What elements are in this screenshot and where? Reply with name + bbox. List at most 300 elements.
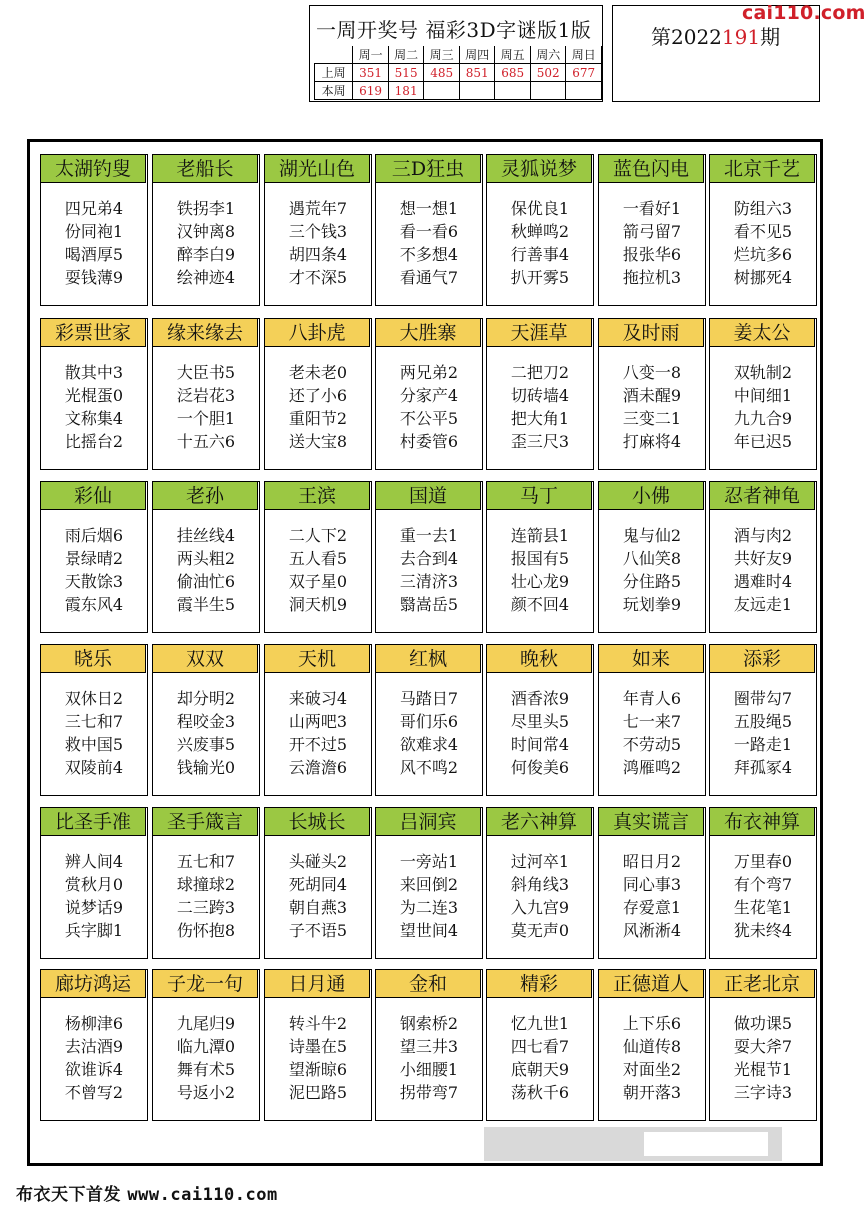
day-header: 周六 [530, 46, 566, 64]
riddle-card [486, 318, 594, 470]
riddle-card [486, 807, 594, 959]
card-title: 太湖钓叟 [41, 155, 146, 183]
riddle-card [40, 154, 148, 306]
clue-line: 泥巴路5 [288, 1083, 348, 1102]
clue-line: 分住路5 [622, 572, 682, 591]
card-clues [376, 361, 482, 453]
footer-credit [16, 1180, 278, 1205]
riddle-card [40, 807, 148, 959]
clue-line: 看通气7 [399, 268, 459, 287]
clue-line: 玩划拳9 [622, 595, 682, 614]
clue-line: 树挪死4 [733, 268, 793, 287]
card-clues [153, 1012, 259, 1104]
clue-line: 才不深5 [288, 268, 348, 287]
card-clues [265, 524, 371, 616]
card-title: 正德道人 [599, 970, 704, 998]
clue-line: 想一想1 [399, 199, 459, 218]
card-clues [265, 850, 371, 942]
riddle-card [375, 481, 483, 633]
clue-line: 拜孤冢4 [733, 758, 793, 777]
card-title: 子龙一句 [153, 970, 258, 998]
card-clues [41, 361, 147, 453]
day-header: 周一 [353, 46, 389, 64]
clue-line: 同心事3 [622, 875, 682, 894]
clue-line: 圈带勾7 [733, 689, 793, 708]
clue-line: 望渐晾6 [288, 1060, 348, 1079]
clue-line: 说梦话9 [64, 898, 124, 917]
clue-line: 望三井3 [399, 1037, 459, 1056]
clue-line: 酒香浓9 [510, 689, 570, 708]
clue-line: 舞有术5 [176, 1060, 236, 1079]
clue-line: 一个胆1 [176, 409, 236, 428]
day-header: 周三 [424, 46, 460, 64]
clue-line: 赏秋月0 [64, 875, 124, 894]
card-clues [599, 687, 705, 779]
clue-line: 二把刀2 [510, 363, 570, 382]
clue-line: 转斗牛2 [288, 1014, 348, 1033]
riddle-card [375, 807, 483, 959]
clue-line: 伤怀抱8 [176, 921, 236, 940]
clue-line: 风不鸣2 [399, 758, 459, 777]
clue-line: 双轨制2 [733, 363, 793, 382]
clue-line: 一路走1 [733, 735, 793, 754]
clue-line: 不公平5 [399, 409, 459, 428]
clue-line: 欲难求4 [399, 735, 459, 754]
riddle-card [486, 969, 594, 1121]
clue-line: 四七看7 [510, 1037, 570, 1056]
clue-line: 挂丝线4 [176, 526, 236, 545]
riddle-card [709, 318, 817, 470]
clue-line: 忆九世1 [510, 1014, 570, 1033]
clue-line: 三个钱3 [288, 222, 348, 241]
card-clues [487, 524, 593, 616]
clue-line: 壮心龙9 [510, 572, 570, 591]
clue-line: 年已迟5 [733, 432, 793, 451]
clue-line: 双休日2 [64, 689, 124, 708]
clue-line: 颜不回4 [510, 595, 570, 614]
card-title: 老船长 [153, 155, 258, 183]
clue-line: 鬼与仙2 [622, 526, 682, 545]
card-title: 八卦虎 [265, 319, 370, 347]
footer-text: 布衣天下首发 [16, 1185, 121, 1205]
clue-line: 来破习4 [288, 689, 348, 708]
clue-line: 八仙笑8 [622, 549, 682, 568]
clue-line: 雨后烟6 [64, 526, 124, 545]
draw-number: 619 [353, 82, 389, 100]
clue-line: 钱输光0 [176, 758, 236, 777]
clue-line: 酒与肉2 [733, 526, 793, 545]
clue-line: 村委管6 [399, 432, 459, 451]
clue-line: 过河卒1 [510, 852, 570, 871]
clue-line: 仙道传8 [622, 1037, 682, 1056]
clue-line: 看不见5 [733, 222, 793, 241]
clue-line: 号返小2 [176, 1083, 236, 1102]
riddle-card [375, 154, 483, 306]
card-title: 天机 [265, 645, 370, 673]
riddle-card [152, 969, 260, 1121]
card-clues [153, 850, 259, 942]
clue-line: 鸿雁鸣2 [622, 758, 682, 777]
day-header: 周四 [459, 46, 495, 64]
clue-line: 霞东风4 [64, 595, 124, 614]
card-title: 三D狂虫 [376, 155, 481, 183]
riddle-grid [27, 139, 823, 1166]
card-title: 添彩 [710, 645, 815, 673]
clue-line: 偷油忙6 [176, 572, 236, 591]
card-title: 北京千艺 [710, 155, 815, 183]
clue-line: 把大角1 [510, 409, 570, 428]
clue-line: 天散馀3 [64, 572, 124, 591]
clue-line: 绘神迹4 [176, 268, 236, 287]
clue-line: 洞天机9 [288, 595, 348, 614]
card-title: 彩仙 [41, 482, 146, 510]
card-title: 缘来缘去 [153, 319, 258, 347]
card-title: 王滨 [265, 482, 370, 510]
clue-line: 耍大斧7 [733, 1037, 793, 1056]
card-clues [710, 850, 816, 942]
clue-line: 胡四条4 [288, 245, 348, 264]
clue-line: 三七和7 [64, 712, 124, 731]
clue-line: 耍钱薄9 [64, 268, 124, 287]
clue-line: 去沽酒9 [64, 1037, 124, 1056]
clue-line: 生花笔1 [733, 898, 793, 917]
weekly-draw-table [314, 46, 602, 100]
clue-line: 欲谁诉4 [64, 1060, 124, 1079]
clue-line: 对面坐2 [622, 1060, 682, 1079]
riddle-card [375, 969, 483, 1121]
clue-line: 上下乐6 [622, 1014, 682, 1033]
clue-line: 死胡同4 [288, 875, 348, 894]
clue-line: 酒未醒9 [622, 386, 682, 405]
card-title: 忍者神龟 [710, 482, 815, 510]
riddle-card [264, 481, 372, 633]
clue-line: 双陵前4 [64, 758, 124, 777]
clue-line: 重阳节2 [288, 409, 348, 428]
card-clues [376, 524, 482, 616]
riddle-card [709, 481, 817, 633]
clue-line: 做功课5 [733, 1014, 793, 1033]
clue-line: 老未老0 [288, 363, 348, 382]
clue-line: 万里春0 [733, 852, 793, 871]
row-label-this-week: 本周 [315, 82, 353, 100]
clue-line: 入九宫9 [510, 898, 570, 917]
day-header: 周五 [495, 46, 531, 64]
clue-line: 扒开雾5 [510, 268, 570, 287]
draw-number [424, 82, 460, 100]
card-clues [41, 850, 147, 942]
clue-line: 烂坑多6 [733, 245, 793, 264]
clue-line: 双子星0 [288, 572, 348, 591]
riddle-card [709, 969, 817, 1121]
clue-line: 朝开落3 [622, 1083, 682, 1102]
card-clues [153, 197, 259, 289]
clue-line: 球撞球2 [176, 875, 236, 894]
clue-line: 喝酒厚5 [64, 245, 124, 264]
card-title: 及时雨 [599, 319, 704, 347]
riddle-card [40, 318, 148, 470]
clue-line: 歪三尺3 [510, 432, 570, 451]
clue-line: 斜角线3 [510, 875, 570, 894]
card-clues [41, 1012, 147, 1104]
clue-line: 不劳动5 [622, 735, 682, 754]
clue-line: 十五六6 [176, 432, 236, 451]
issue-number: 191 [721, 25, 761, 49]
weekly-draw-title: 一周开奖号 福彩3D字谜版1版 [316, 18, 592, 42]
clue-line: 醉李白9 [176, 245, 236, 264]
riddle-card [486, 481, 594, 633]
card-clues [710, 687, 816, 779]
clue-line: 朝自燕3 [288, 898, 348, 917]
card-clues [599, 1012, 705, 1104]
clue-line: 报国有5 [510, 549, 570, 568]
clue-line: 行善事4 [510, 245, 570, 264]
clue-line: 连箭县1 [510, 526, 570, 545]
clue-line: 还了小6 [288, 386, 348, 405]
draw-number [566, 82, 602, 100]
draw-number: 851 [459, 64, 495, 82]
card-clues [376, 687, 482, 779]
card-title: 布衣神算 [710, 808, 815, 836]
riddle-card [598, 318, 706, 470]
clue-line: 五七和7 [176, 852, 236, 871]
clue-line: 尽里头5 [510, 712, 570, 731]
card-clues [153, 687, 259, 779]
card-title: 圣手箴言 [153, 808, 258, 836]
draw-number: 515 [388, 64, 424, 82]
card-title: 小佛 [599, 482, 704, 510]
card-clues [41, 687, 147, 779]
card-clues [599, 197, 705, 289]
clue-line: 底朝天9 [510, 1060, 570, 1079]
riddle-card [709, 644, 817, 796]
site-logo[interactable]: cai110.com [742, 2, 866, 24]
card-title: 吕洞宾 [376, 808, 481, 836]
day-header: 周二 [388, 46, 424, 64]
clue-line: 哥们乐6 [399, 712, 459, 731]
clue-line: 三变二1 [622, 409, 682, 428]
card-title: 老六神算 [487, 808, 592, 836]
card-title: 姜太公 [710, 319, 815, 347]
card-title: 双双 [153, 645, 258, 673]
draw-number: 677 [566, 64, 602, 82]
card-clues [710, 1012, 816, 1104]
draw-number: 485 [424, 64, 460, 82]
clue-line: 杨柳津6 [64, 1014, 124, 1033]
clue-line: 景绿晴2 [64, 549, 124, 568]
clue-line: 二三跨3 [176, 898, 236, 917]
clue-line: 光棍节1 [733, 1060, 793, 1079]
clue-line: 遇荒年7 [288, 199, 348, 218]
footer-strip [484, 1127, 782, 1161]
card-clues [599, 524, 705, 616]
draw-number: 685 [495, 64, 531, 82]
clue-line: 份同袍1 [64, 222, 124, 241]
clue-line: 程咬金3 [176, 712, 236, 731]
issue-label: 第2022191期 [651, 25, 781, 49]
riddle-card [264, 969, 372, 1121]
clue-line: 三字诗3 [733, 1083, 793, 1102]
clue-line: 三清济3 [399, 572, 459, 591]
clue-line: 共好友9 [733, 549, 793, 568]
riddle-card [264, 644, 372, 796]
riddle-card [598, 154, 706, 306]
riddle-card [375, 318, 483, 470]
clue-line: 小细腰1 [399, 1060, 459, 1079]
clue-line: 头碰头2 [288, 852, 348, 871]
clue-line: 去合到4 [399, 549, 459, 568]
card-clues [265, 197, 371, 289]
card-title: 晚秋 [487, 645, 592, 673]
riddle-card [264, 807, 372, 959]
riddle-card [152, 318, 260, 470]
card-title: 老孙 [153, 482, 258, 510]
card-title: 金和 [376, 970, 481, 998]
card-title: 湖光山色 [265, 155, 370, 183]
clue-line: 铁拐李1 [176, 199, 236, 218]
day-header: 周日 [566, 46, 602, 64]
clue-line: 子不语5 [288, 921, 348, 940]
clue-line: 昭日月2 [622, 852, 682, 871]
card-clues [153, 361, 259, 453]
draw-number [495, 82, 531, 100]
riddle-card [152, 481, 260, 633]
clue-line: 霞半生5 [176, 595, 236, 614]
clue-line: 送大宝8 [288, 432, 348, 451]
card-clues [487, 361, 593, 453]
card-clues [599, 361, 705, 453]
clue-line: 散其中3 [64, 363, 124, 382]
clue-line: 钢索桥2 [399, 1014, 459, 1033]
card-title: 正老北京 [710, 970, 815, 998]
card-clues [710, 524, 816, 616]
riddle-card [709, 154, 817, 306]
card-title: 廊坊鸿运 [41, 970, 146, 998]
clue-line: 不多想4 [399, 245, 459, 264]
clue-line: 中间细1 [733, 386, 793, 405]
card-title: 彩票世家 [41, 319, 146, 347]
card-title: 比圣手准 [41, 808, 146, 836]
clue-line: 文称集4 [64, 409, 124, 428]
clue-line: 山两吧3 [288, 712, 348, 731]
clue-line: 兵字脚1 [64, 921, 124, 940]
clue-line: 拐带弯7 [399, 1083, 459, 1102]
card-title: 如来 [599, 645, 704, 673]
clue-line: 救中国5 [64, 735, 124, 754]
draw-number: 502 [530, 64, 566, 82]
card-clues [710, 361, 816, 453]
clue-line: 看一看6 [399, 222, 459, 241]
clue-line: 八变一8 [622, 363, 682, 382]
clue-line: 临九潭0 [176, 1037, 236, 1056]
card-title: 大胜寨 [376, 319, 481, 347]
card-clues [710, 197, 816, 289]
clue-line: 莫无声0 [510, 921, 570, 940]
card-clues [376, 1012, 482, 1104]
riddle-card [486, 154, 594, 306]
riddle-card [486, 644, 594, 796]
clue-line: 大臣书5 [176, 363, 236, 382]
card-clues [487, 197, 593, 289]
card-title: 精彩 [487, 970, 592, 998]
clue-line: 却分明2 [176, 689, 236, 708]
clue-line: 一旁站1 [399, 852, 459, 871]
card-title: 国道 [376, 482, 481, 510]
card-clues [153, 524, 259, 616]
clue-line: 为二连3 [399, 898, 459, 917]
riddle-card [598, 969, 706, 1121]
clue-line: 马踏日7 [399, 689, 459, 708]
card-clues [599, 850, 705, 942]
clue-line: 年青人6 [622, 689, 682, 708]
riddle-card [598, 481, 706, 633]
clue-line: 友远走1 [733, 595, 793, 614]
footer-url[interactable]: www.cai110.com [127, 1185, 278, 1205]
clue-line: 二人下2 [288, 526, 348, 545]
draw-number: 351 [353, 64, 389, 82]
clue-line: 两兄弟2 [399, 363, 459, 382]
card-title: 长城长 [265, 808, 370, 836]
clue-line: 保优良1 [510, 199, 570, 218]
clue-line: 开不过5 [288, 735, 348, 754]
riddle-card [152, 807, 260, 959]
clue-line: 秋蝉鸣2 [510, 222, 570, 241]
clue-line: 汉钟离8 [176, 222, 236, 241]
clue-line: 光棍蛋0 [64, 386, 124, 405]
clue-line: 诗墨在5 [288, 1037, 348, 1056]
clue-line: 拖拉机3 [622, 268, 682, 287]
card-title: 灵狐说梦 [487, 155, 592, 183]
clue-line: 九九合9 [733, 409, 793, 428]
clue-line: 两头粗2 [176, 549, 236, 568]
card-title: 真实谎言 [599, 808, 704, 836]
weekly-draw-panel [309, 5, 603, 102]
clue-line: 望世间4 [399, 921, 459, 940]
clue-line: 云澹澹6 [288, 758, 348, 777]
clue-line: 荡秋千6 [510, 1083, 570, 1102]
clue-line: 比摇台2 [64, 432, 124, 451]
card-title: 红枫 [376, 645, 481, 673]
card-clues [487, 1012, 593, 1104]
clue-line: 泛岩花3 [176, 386, 236, 405]
clue-line: 不曾写2 [64, 1083, 124, 1102]
clue-line: 风淅淅4 [622, 921, 682, 940]
card-clues [265, 361, 371, 453]
card-clues [41, 524, 147, 616]
riddle-card [40, 481, 148, 633]
riddle-card [152, 154, 260, 306]
clue-line: 犹未终4 [733, 921, 793, 940]
clue-line: 兴废事5 [176, 735, 236, 754]
card-clues [265, 1012, 371, 1104]
riddle-card [375, 644, 483, 796]
clue-line: 遇难时4 [733, 572, 793, 591]
clue-line: 时间常4 [510, 735, 570, 754]
riddle-card [40, 644, 148, 796]
clue-line: 辨人间4 [64, 852, 124, 871]
riddle-card [152, 644, 260, 796]
clue-line: 七一来7 [622, 712, 682, 731]
clue-line: 五股绳5 [733, 712, 793, 731]
clue-line: 箭弓留7 [622, 222, 682, 241]
clue-line: 来回倒2 [399, 875, 459, 894]
card-clues [265, 687, 371, 779]
riddle-card [264, 154, 372, 306]
clue-line: 有个弯7 [733, 875, 793, 894]
card-clues [487, 850, 593, 942]
clue-line: 九尾归9 [176, 1014, 236, 1033]
card-title: 天涯草 [487, 319, 592, 347]
riddle-card [598, 807, 706, 959]
